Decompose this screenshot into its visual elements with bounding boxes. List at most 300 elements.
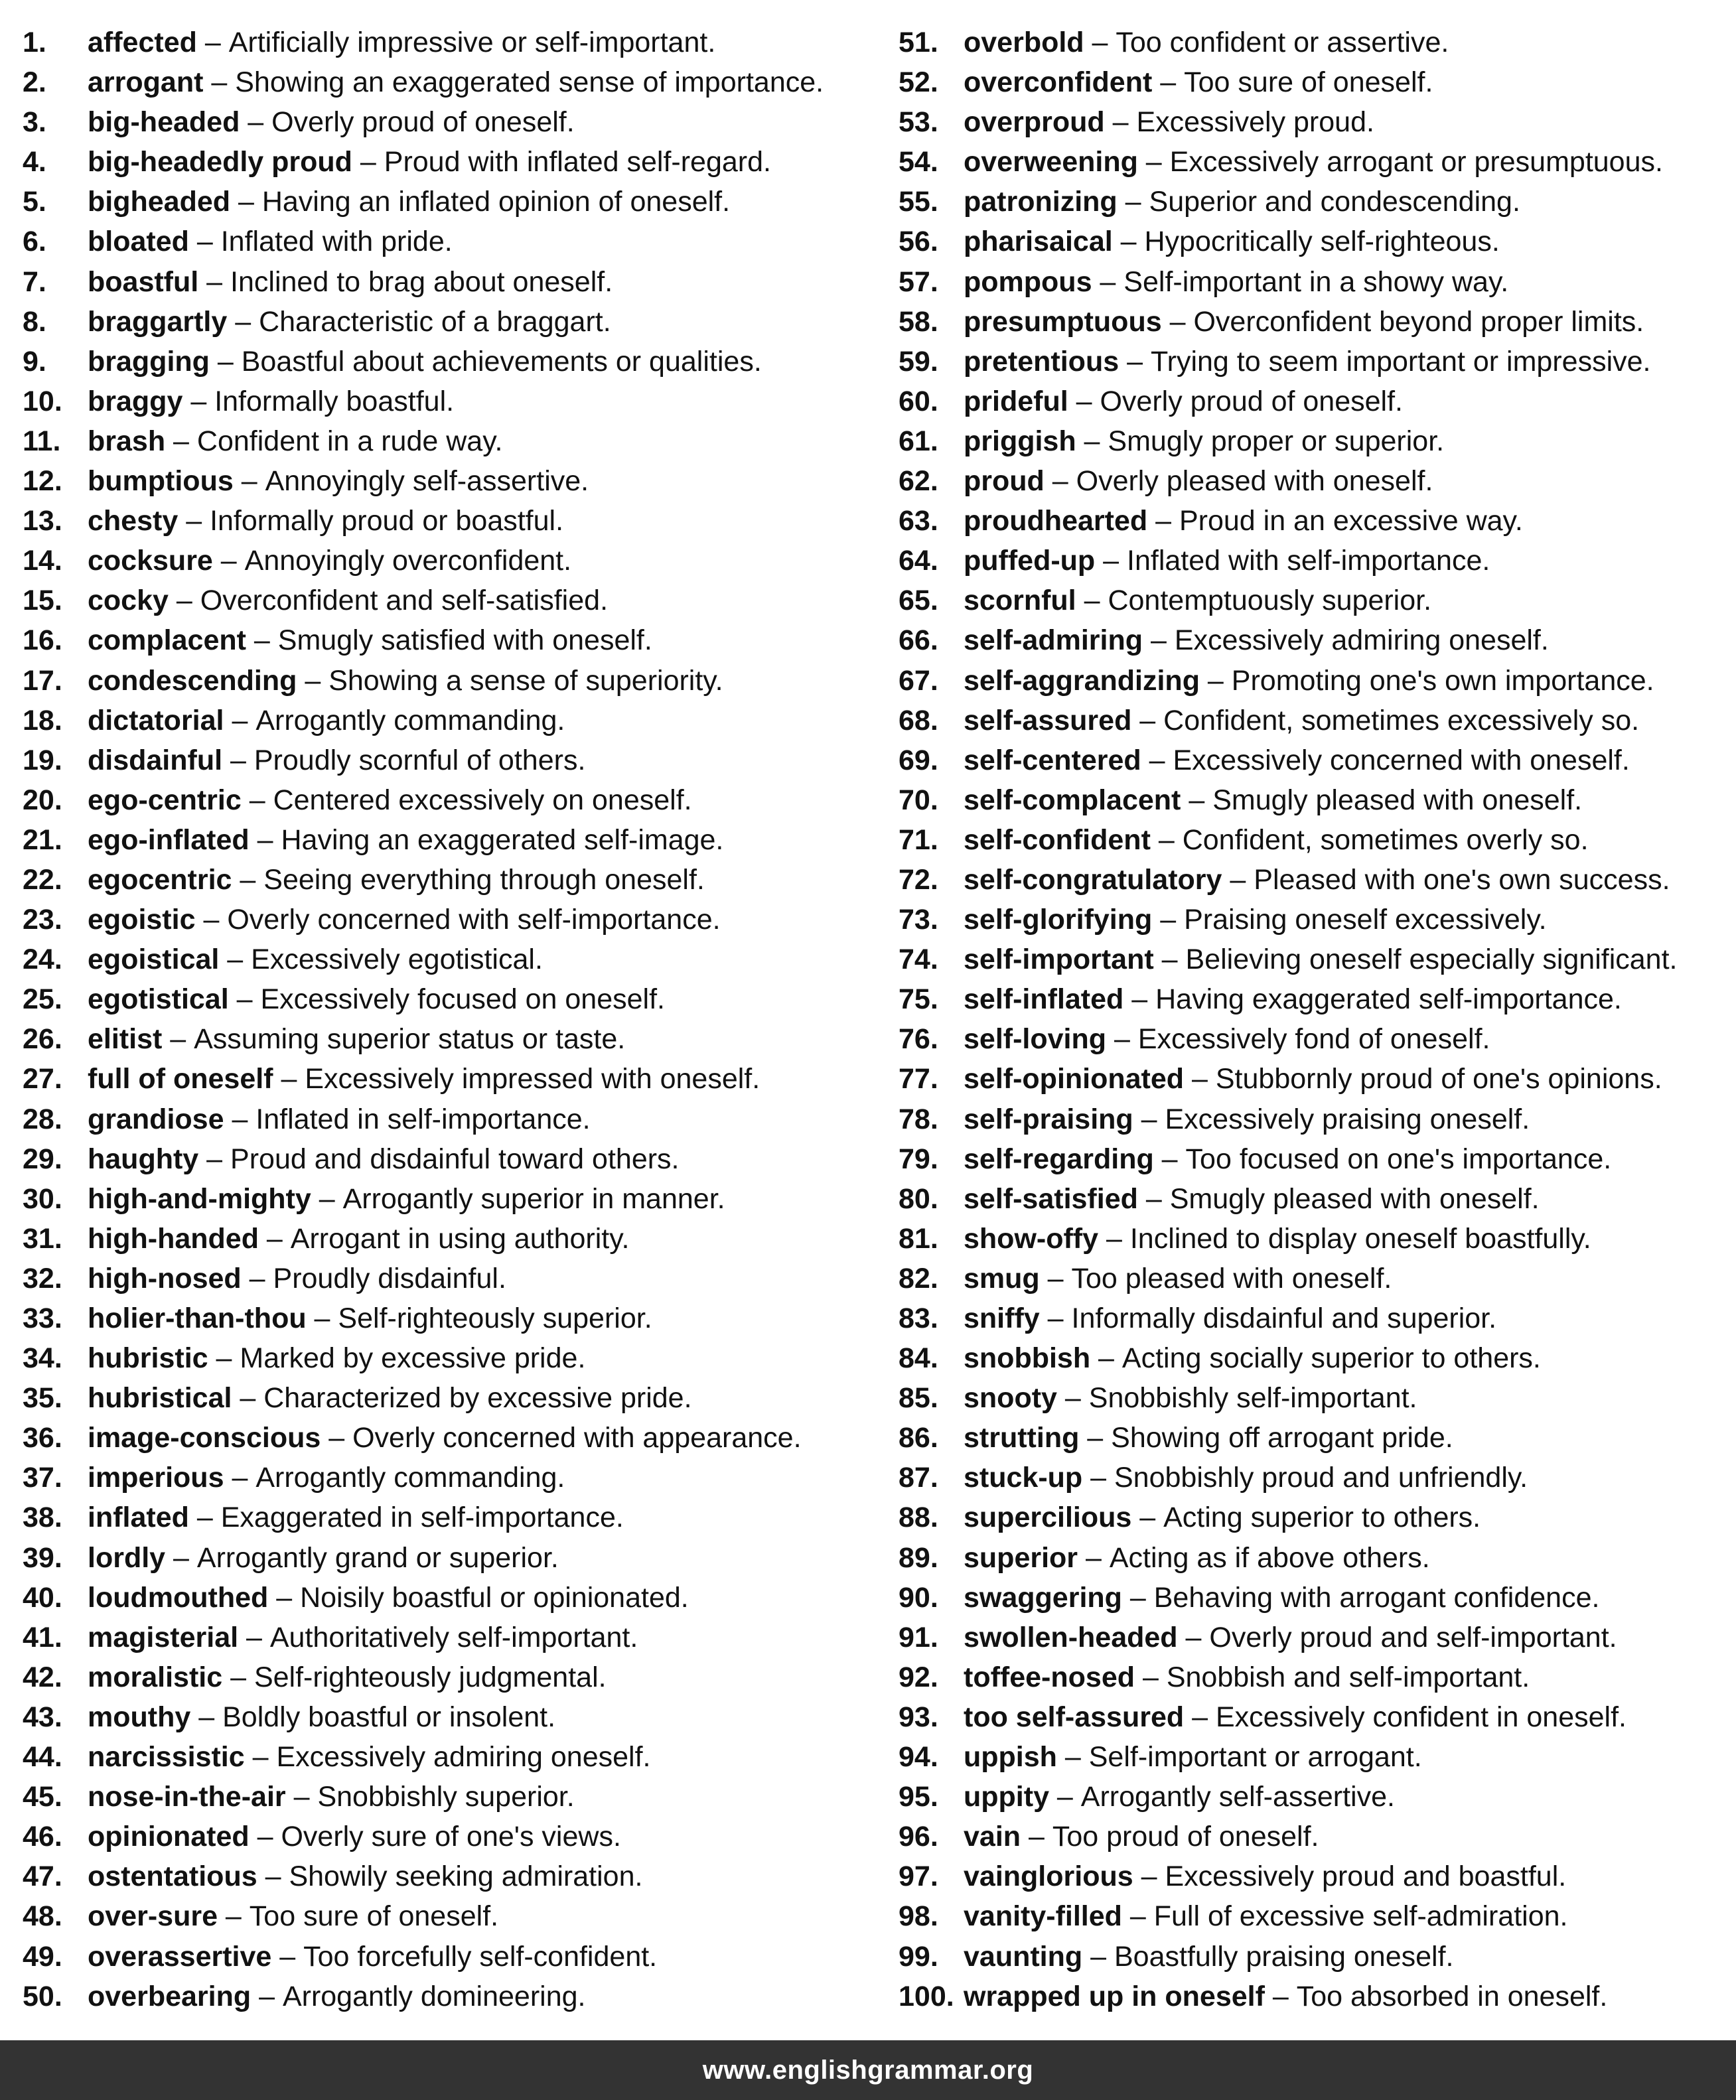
item-definition: Excessively concerned with oneself.	[1173, 744, 1630, 776]
item-word: lordly	[88, 1541, 166, 1574]
item-number: 3.	[23, 106, 46, 139]
list-item	[899, 820, 1736, 860]
item-separator: –	[1181, 784, 1213, 816]
item-definition: Contemptuously superior.	[1108, 585, 1432, 617]
item-definition: Superior and condescending.	[1149, 186, 1520, 218]
item-number: 38.	[23, 1502, 62, 1534]
item-number: 1.	[23, 27, 46, 58]
item-definition: Stubbornly proud of one's opinions.	[1215, 1063, 1662, 1095]
item-definition: Arrogantly superior in manner.	[342, 1182, 725, 1215]
item-number: 30.	[23, 1182, 62, 1215]
item-number: 41.	[23, 1621, 62, 1653]
item-definition: Promoting one's own importance.	[1231, 664, 1654, 697]
item-definition: Overly pleased with oneself.	[1076, 465, 1433, 498]
item-separator: –	[1078, 1541, 1110, 1574]
item-number: 32.	[23, 1262, 62, 1295]
list-item	[899, 302, 1736, 342]
item-word: priggish	[964, 425, 1076, 457]
item-word: presumptuous	[964, 305, 1162, 338]
list-item	[899, 1578, 1736, 1618]
item-word: big-headedly proud	[88, 146, 352, 178]
item-word: arrogant	[88, 66, 204, 99]
list-item	[23, 302, 879, 342]
item-number: 58.	[899, 305, 938, 338]
item-number: 87.	[899, 1462, 938, 1494]
list-item	[23, 940, 879, 979]
item-definition: Arrogantly self-assertive.	[1080, 1781, 1395, 1813]
item-definition: Overly proud of oneself.	[271, 106, 575, 139]
item-number: 29.	[23, 1143, 62, 1175]
item-separator: –	[1039, 1262, 1072, 1295]
item-word: prideful	[964, 385, 1068, 417]
item-word: stuck-up	[964, 1462, 1083, 1494]
list-item	[23, 1259, 879, 1298]
item-number: 68.	[899, 704, 938, 736]
item-number: 65.	[899, 585, 938, 617]
item-separator: –	[1199, 664, 1232, 697]
item-number: 39.	[23, 1541, 62, 1574]
list-item	[899, 661, 1736, 701]
list-item	[23, 23, 879, 62]
item-separator: –	[297, 664, 329, 697]
item-word: self-complacent	[964, 784, 1181, 816]
item-separator: –	[1141, 744, 1173, 776]
item-definition: Boastful about achievements or qualities.	[241, 345, 762, 378]
item-separator: –	[1133, 1860, 1165, 1893]
item-definition: Having exaggerated self-importance.	[1155, 983, 1622, 1016]
item-definition: Smugly pleased with oneself.	[1169, 1182, 1540, 1215]
item-number: 31.	[23, 1222, 62, 1255]
item-separator: –	[241, 1262, 273, 1295]
item-definition: Overly sure of one's views.	[281, 1821, 621, 1853]
item-number: 14.	[23, 545, 62, 577]
item-word: self-aggrandizing	[964, 664, 1200, 697]
list-item	[23, 1657, 879, 1697]
item-word: braggartly	[88, 305, 228, 338]
list-item	[23, 262, 879, 302]
item-definition: Behaving with arrogant confidence.	[1153, 1581, 1600, 1614]
footer-website-link[interactable]: www.englishgrammar.org	[702, 2055, 1034, 2085]
list-item	[899, 780, 1736, 820]
list-item	[23, 382, 879, 421]
item-definition: Snobbishly proud and unfriendly.	[1114, 1462, 1528, 1494]
item-number: 64.	[899, 545, 938, 577]
item-number: 18.	[23, 704, 62, 736]
item-separator: –	[212, 545, 245, 577]
item-word: too self-assured	[964, 1701, 1185, 1733]
item-separator: –	[203, 66, 236, 99]
list-item	[23, 1856, 879, 1896]
item-word: uppish	[964, 1741, 1057, 1774]
item-number: 43.	[23, 1701, 62, 1733]
item-number: 20.	[23, 784, 62, 816]
item-word: mouthy	[88, 1701, 191, 1733]
list-item	[23, 1777, 879, 1817]
list-item	[23, 1896, 879, 1936]
item-separator: –	[273, 1063, 305, 1095]
item-separator: –	[1082, 1940, 1114, 1973]
item-separator: –	[1222, 863, 1254, 896]
item-word: moralistic	[88, 1661, 223, 1693]
item-number: 11.	[23, 425, 61, 457]
list-item	[23, 1139, 879, 1179]
item-number: 81.	[899, 1222, 938, 1255]
item-number: 36.	[23, 1422, 62, 1454]
item-separator: –	[1056, 1382, 1089, 1415]
item-number: 80.	[899, 1182, 938, 1215]
item-word: patronizing	[964, 186, 1118, 218]
item-separator: –	[224, 704, 256, 736]
item-separator: –	[1104, 106, 1137, 139]
item-word: loudmouthed	[88, 1581, 269, 1614]
item-definition: Proud and disdainful toward others.	[230, 1143, 680, 1175]
item-definition: Inflated with pride.	[220, 226, 453, 258]
item-separator: –	[168, 585, 200, 617]
item-word: boastful	[88, 265, 199, 298]
item-separator: –	[251, 1980, 283, 2012]
item-word: uppity	[964, 1781, 1049, 1813]
list-item	[23, 1618, 879, 1657]
item-word: condescending	[88, 664, 297, 697]
item-word: hubristical	[88, 1382, 232, 1415]
item-word: pompous	[964, 265, 1092, 298]
list-item	[23, 102, 879, 142]
item-word: vainglorious	[964, 1860, 1133, 1893]
item-separator: –	[188, 1502, 221, 1534]
item-separator: –	[1090, 1342, 1122, 1375]
item-word: superior	[964, 1541, 1078, 1574]
item-definition: Inflated in self-importance.	[255, 1103, 591, 1135]
item-number: 94.	[899, 1741, 938, 1774]
list-item	[899, 142, 1736, 182]
list-item	[23, 1737, 879, 1777]
item-number: 75.	[899, 983, 938, 1016]
item-definition: Arrogant in using authority.	[290, 1222, 630, 1255]
item-word: self-regarding	[964, 1143, 1154, 1175]
item-separator: –	[228, 983, 261, 1016]
item-definition: Overly concerned with self-importance.	[227, 904, 721, 936]
item-separator: –	[1135, 1661, 1167, 1693]
item-number: 56.	[899, 226, 938, 258]
item-definition: Annoyingly overconfident.	[244, 545, 572, 577]
list-item	[23, 461, 879, 501]
item-separator: –	[198, 1143, 231, 1175]
item-number: 48.	[23, 1900, 62, 1933]
item-separator: –	[195, 904, 228, 936]
item-word: overweening	[964, 146, 1138, 178]
list-item	[899, 382, 1736, 421]
item-word: self-admiring	[964, 624, 1143, 657]
item-definition: Informally proud or boastful.	[210, 505, 564, 537]
item-word: affected	[88, 27, 197, 58]
item-separator: –	[190, 1701, 223, 1733]
item-separator: –	[182, 385, 215, 417]
item-separator: –	[222, 1661, 254, 1693]
item-definition: Overly proud and self-important.	[1209, 1621, 1617, 1653]
item-definition: Excessively egotistical.	[251, 944, 543, 976]
item-separator: –	[1161, 305, 1194, 338]
item-separator: –	[1123, 983, 1156, 1016]
right-column	[899, 23, 1736, 2016]
list-item	[23, 1179, 879, 1219]
list-item	[899, 1896, 1736, 1936]
item-number: 61.	[899, 425, 938, 457]
item-separator: –	[285, 1781, 318, 1813]
item-definition: Arrogantly commanding.	[255, 704, 565, 736]
list-item	[899, 501, 1736, 541]
item-word: over-sure	[88, 1900, 218, 1933]
item-separator: –	[232, 1382, 264, 1415]
item-definition: Informally disdainful and superior.	[1071, 1302, 1497, 1334]
item-word: self-assured	[964, 704, 1132, 736]
item-word: self-congratulatory	[964, 863, 1222, 896]
item-word: high-and-mighty	[88, 1182, 311, 1215]
item-separator: –	[1068, 385, 1100, 417]
item-number: 59.	[899, 345, 938, 378]
item-number: 46.	[23, 1821, 62, 1853]
item-word: disdainful	[88, 744, 223, 776]
item-word: ego-inflated	[88, 823, 250, 856]
item-definition: Excessively admiring oneself.	[1174, 624, 1549, 657]
item-separator: –	[1056, 1741, 1089, 1774]
item-definition: Self-righteously superior.	[338, 1302, 652, 1334]
list-item	[899, 1618, 1736, 1657]
item-definition: Proud in an excessive way.	[1179, 505, 1523, 537]
list-item	[23, 1498, 879, 1537]
list-item	[23, 1578, 879, 1618]
item-word: vain	[964, 1821, 1021, 1853]
item-separator: –	[1021, 1821, 1052, 1853]
list-item	[23, 222, 879, 261]
item-number: 19.	[23, 744, 62, 776]
item-number: 77.	[899, 1063, 938, 1095]
item-word: overbearing	[88, 1980, 252, 2012]
item-number: 2.	[23, 66, 46, 99]
list-item	[23, 661, 879, 701]
item-separator: –	[246, 624, 278, 657]
list-item	[899, 740, 1736, 780]
item-number: 7.	[23, 265, 46, 298]
list-item	[899, 1019, 1736, 1059]
item-number: 51.	[899, 27, 938, 58]
item-number: 28.	[23, 1103, 62, 1135]
item-word: chesty	[88, 505, 179, 537]
item-word: elitist	[88, 1023, 163, 1056]
item-separator: –	[1131, 1502, 1164, 1534]
item-separator: –	[268, 1581, 301, 1614]
left-column	[23, 23, 879, 2016]
item-word: overbold	[964, 27, 1084, 58]
item-definition: Seeing everything through oneself.	[263, 863, 705, 896]
item-number: 55.	[899, 186, 938, 218]
list-item	[899, 461, 1736, 501]
list-item	[23, 1019, 879, 1059]
item-word: self-opinionated	[964, 1063, 1185, 1095]
list-item	[23, 342, 879, 382]
item-separator: –	[240, 106, 272, 139]
list-item	[899, 1179, 1736, 1219]
item-word: sniffy	[964, 1302, 1040, 1334]
item-number: 57.	[899, 265, 938, 298]
item-word: nose-in-the-air	[88, 1781, 286, 1813]
item-separator: –	[1147, 505, 1179, 537]
list-item	[899, 1259, 1736, 1298]
list-item	[899, 1737, 1736, 1777]
item-number: 9.	[23, 345, 46, 378]
item-number: 71.	[899, 823, 938, 856]
item-definition: Inflated with self-importance.	[1127, 545, 1490, 577]
item-number: 13.	[23, 505, 62, 537]
item-number: 92.	[899, 1661, 938, 1693]
item-separator: –	[1264, 1980, 1297, 2012]
item-separator: –	[238, 1621, 270, 1653]
item-word: bigheaded	[88, 186, 231, 218]
item-number: 98.	[899, 1900, 938, 1933]
item-separator: –	[1121, 1581, 1154, 1614]
list-item	[899, 102, 1736, 142]
item-separator: –	[1119, 345, 1151, 378]
item-definition: Self-important or arrogant.	[1088, 1741, 1422, 1774]
item-number: 52.	[899, 66, 938, 99]
item-word: self-satisfied	[964, 1182, 1138, 1215]
item-definition: Too sure of oneself.	[249, 1900, 499, 1933]
list-item	[23, 1418, 879, 1458]
item-word: braggy	[88, 385, 183, 417]
list-item	[23, 1099, 879, 1139]
item-separator: –	[257, 1860, 289, 1893]
item-number: 37.	[23, 1462, 62, 1494]
item-number: 100.	[899, 1980, 954, 2012]
item-definition: Snobbishly superior.	[317, 1781, 575, 1813]
item-separator: –	[224, 1103, 256, 1135]
list-item	[899, 23, 1736, 62]
list-item	[23, 62, 879, 102]
item-definition: Too focused on one's importance.	[1185, 1143, 1612, 1175]
list-item	[899, 1458, 1736, 1498]
list-item	[899, 1697, 1736, 1737]
item-definition: Noisily boastful or opinionated.	[300, 1581, 689, 1614]
list-item	[899, 421, 1736, 461]
item-word: cocky	[88, 585, 169, 617]
item-number: 5.	[23, 186, 46, 218]
item-separator: –	[178, 505, 210, 537]
item-separator: –	[271, 1940, 304, 1973]
list-item	[23, 740, 879, 780]
list-item	[23, 1338, 879, 1378]
list-item	[899, 900, 1736, 940]
item-word: hubristic	[88, 1342, 208, 1375]
list-item	[899, 262, 1736, 302]
item-word: self-important	[964, 944, 1154, 976]
item-number: 26.	[23, 1023, 62, 1056]
item-number: 21.	[23, 823, 62, 856]
item-number: 73.	[899, 904, 938, 936]
item-definition: Excessively impressed with oneself.	[305, 1063, 760, 1095]
item-word: snooty	[964, 1382, 1057, 1415]
item-number: 93.	[899, 1701, 938, 1733]
item-separator: –	[1152, 904, 1185, 936]
item-word: brash	[88, 425, 166, 457]
item-definition: Believing oneself especially significant.	[1185, 944, 1678, 976]
list-item	[899, 701, 1736, 740]
list-item	[899, 1298, 1736, 1338]
item-word: self-confident	[964, 823, 1151, 856]
item-word: swollen-headed	[964, 1621, 1178, 1653]
item-definition: Too confident or assertive.	[1116, 27, 1449, 58]
list-item	[899, 1418, 1736, 1458]
item-number: 89.	[899, 1541, 938, 1574]
item-separator: –	[1117, 186, 1149, 218]
item-definition: Informally boastful.	[214, 385, 455, 417]
footer-bar	[0, 2040, 1736, 2100]
item-definition: Artificially impressive or self-important.	[228, 27, 716, 58]
item-word: proudhearted	[964, 505, 1148, 537]
item-number: 96.	[899, 1821, 938, 1853]
item-separator: –	[241, 784, 273, 816]
list-item	[899, 1219, 1736, 1259]
item-definition: Excessively confident in oneself.	[1215, 1701, 1627, 1733]
item-number: 45.	[23, 1781, 62, 1813]
list-item	[899, 182, 1736, 222]
item-word: grandiose	[88, 1103, 224, 1135]
item-separator: –	[222, 744, 254, 776]
item-word: pharisaical	[964, 226, 1113, 258]
item-word: full of oneself	[88, 1063, 273, 1095]
item-separator: –	[230, 186, 262, 218]
item-number: 83.	[899, 1302, 938, 1334]
item-separator: –	[1082, 1462, 1114, 1494]
item-word: egoistical	[88, 944, 220, 976]
item-word: big-headed	[88, 106, 240, 139]
item-word: overconfident	[964, 66, 1153, 99]
item-separator: –	[1184, 1701, 1216, 1733]
item-separator: –	[1131, 704, 1164, 736]
item-separator: –	[1076, 425, 1108, 457]
item-number: 33.	[23, 1302, 62, 1334]
item-separator: –	[1079, 1422, 1112, 1454]
item-number: 34.	[23, 1342, 62, 1375]
list-item	[23, 581, 879, 620]
item-separator: –	[1150, 823, 1183, 856]
list-item	[23, 900, 879, 940]
item-word: bragging	[88, 345, 210, 378]
item-separator: –	[306, 1302, 338, 1334]
item-word: wrapped up in oneself	[964, 1980, 1265, 2012]
item-definition: Exaggerated in self-importance.	[220, 1502, 624, 1534]
item-definition: Showing off arrogant pride.	[1111, 1422, 1453, 1454]
item-separator: –	[1092, 265, 1124, 298]
item-word: narcissistic	[88, 1741, 245, 1774]
item-number: 78.	[899, 1103, 938, 1135]
item-word: image-conscious	[88, 1422, 321, 1454]
item-definition: Arrogantly grand or superior.	[196, 1541, 559, 1574]
item-definition: Excessively proud and boastful.	[1165, 1860, 1567, 1893]
item-word: self-praising	[964, 1103, 1133, 1135]
list-item	[899, 1856, 1736, 1896]
list-item	[899, 1977, 1736, 2016]
list-item	[899, 1777, 1736, 1817]
item-definition: Inclined to display oneself boastfully.	[1129, 1222, 1591, 1255]
item-number: 86.	[899, 1422, 938, 1454]
item-separator: –	[1044, 465, 1076, 498]
item-definition: Having an inflated opinion of oneself.	[261, 186, 731, 218]
item-separator: –	[217, 1900, 250, 1933]
item-separator: –	[232, 863, 264, 896]
item-separator: –	[198, 265, 231, 298]
list-item	[23, 1937, 879, 1977]
item-definition: Acting as if above others.	[1109, 1541, 1430, 1574]
item-definition: Smugly satisfied with oneself.	[277, 624, 652, 657]
